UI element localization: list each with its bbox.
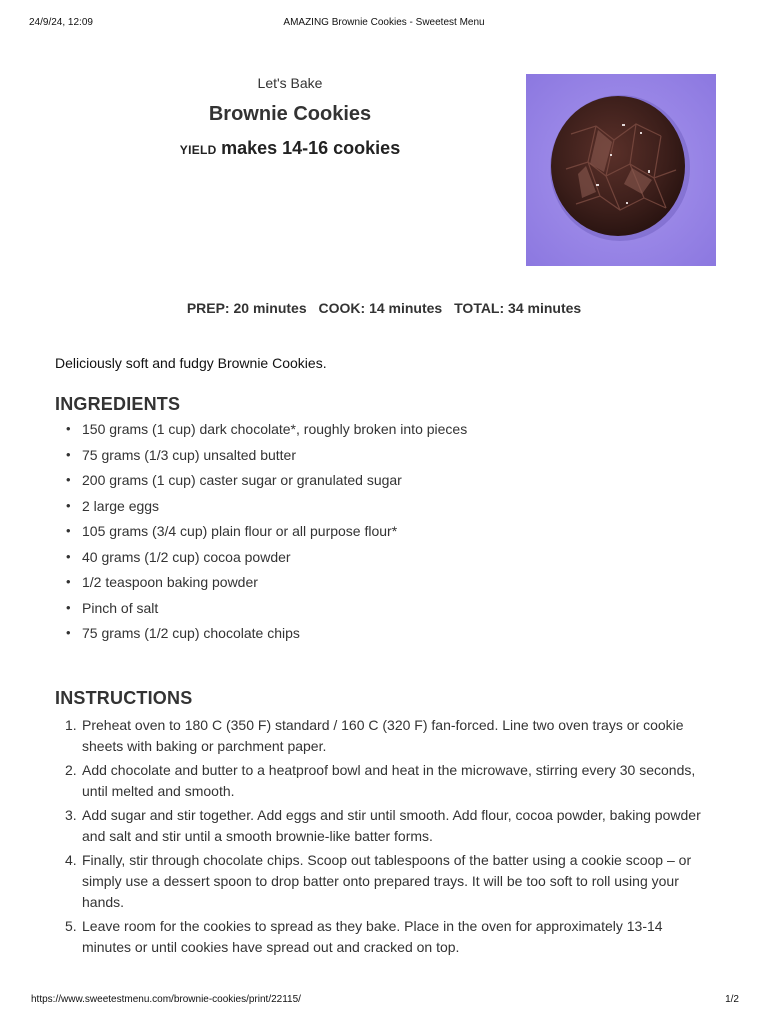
recipe-yield: [150, 137, 430, 161]
recipe-description: Deliciously soft and fudgy Brownie Cookies.: [55, 355, 327, 371]
ingredient-text: Pinch of salt: [82, 599, 159, 616]
recipe-title: Brownie Cookies: [208, 103, 372, 125]
bullet-icon: •: [66, 625, 71, 640]
list-item: [65, 548, 705, 574]
step-number: 5.: [65, 918, 77, 934]
ingredient-text: 1/2 teaspoon baking powder: [82, 574, 258, 590]
step-number: 1.: [65, 717, 77, 733]
page-number: 1/2: [725, 994, 739, 1005]
bullet-icon: •: [66, 497, 71, 513]
list-item: [65, 805, 715, 847]
ingredients-list: [65, 420, 705, 650]
instructions-list: [65, 715, 715, 961]
ingredient-text: 105 grams (3/4 cup) plain flour or all purpose flour*: [82, 523, 398, 539]
list-item: [65, 599, 705, 625]
list-item: [65, 624, 705, 650]
step-number: 3.: [65, 807, 77, 823]
prep-time: PREP: 20 minutes: [186, 300, 307, 316]
bullet-icon: •: [66, 446, 71, 462]
list-item: [65, 471, 705, 497]
recipe-header: [150, 74, 430, 161]
step-text: Add chocolate and butter to a heatproof bowl and heat in the microwave, stirring every 30 seconds, until melted and smooth.: [82, 762, 696, 799]
recipe-times: [0, 300, 768, 316]
step-number: 2.: [65, 762, 77, 778]
ingredient-text: 2 large eggs: [82, 497, 160, 514]
yield-label: YIELD: [179, 143, 217, 157]
list-item: [65, 760, 715, 802]
ingredient-text: 200 grams (1 cup) caster sugar or granulated sugar: [82, 472, 402, 488]
list-item: [65, 522, 705, 548]
list-item: [65, 497, 705, 523]
step-number: 4.: [65, 852, 77, 868]
bullet-icon: •: [66, 548, 71, 564]
list-item: [65, 850, 715, 913]
instructions-heading: INSTRUCTIONS: [55, 688, 193, 708]
print-footer: [0, 994, 768, 1008]
step-text: Add sugar and stir together. Add eggs and stir until smooth. Add flour, cocoa powder, baking powder and salt and stir until a smooth brownie-like batter forms.: [82, 807, 701, 844]
list-item: [65, 715, 715, 757]
list-item: [65, 573, 705, 599]
list-item: [65, 420, 705, 446]
bullet-icon: •: [66, 574, 71, 589]
step-text: Leave room for the cookies to spread as they bake. Place in the oven for approximately 13-14 minutes or until cookies have spread out and cracked on top.: [82, 918, 663, 955]
ingredients-heading: INGREDIENTS: [55, 394, 181, 414]
ingredient-text: 150 grams (1 cup) dark chocolate*, roughly broken into pieces: [82, 421, 468, 437]
recipe-kicker: Let's Bake: [257, 75, 323, 91]
print-url: https://www.sweetestmenu.com/brownie-cookies/print/22115/: [31, 994, 301, 1005]
yield-value: makes 14-16 cookies: [221, 138, 401, 158]
bullet-icon: •: [66, 599, 71, 615]
bullet-icon: •: [66, 421, 71, 436]
bullet-icon: •: [66, 472, 71, 487]
step-text: Finally, stir through chocolate chips. Scoop out tablespoons of the batter using a cookie scoop – or simply use a dessert spoon to drop batter onto prepared trays. It will be too soft to roll using your hands.: [82, 852, 692, 910]
ingredient-text: 75 grams (1/3 cup) unsalted butter: [82, 446, 297, 463]
print-datetime: 24/9/24, 12:09: [29, 17, 93, 28]
print-page-title: AMAZING Brownie Cookies - Sweetest Menu: [283, 17, 485, 28]
list-item: [65, 916, 715, 958]
bullet-icon: •: [66, 523, 71, 538]
total-time: TOTAL: 34 minutes: [454, 300, 582, 316]
ingredient-text: 40 grams (1/2 cup) cocoa powder: [82, 548, 291, 565]
ingredient-text: 75 grams (1/2 cup) chocolate chips: [82, 625, 300, 641]
list-item: [65, 446, 705, 472]
step-text: Preheat oven to 180 C (350 F) standard / 160 C (320 F) fan-forced. Line two oven trays or cookie sheets with baking or parchment paper.: [82, 717, 684, 754]
print-header: [0, 17, 768, 33]
cook-time: COOK: 14 minutes: [318, 300, 443, 316]
recipe-photo: [526, 74, 716, 266]
